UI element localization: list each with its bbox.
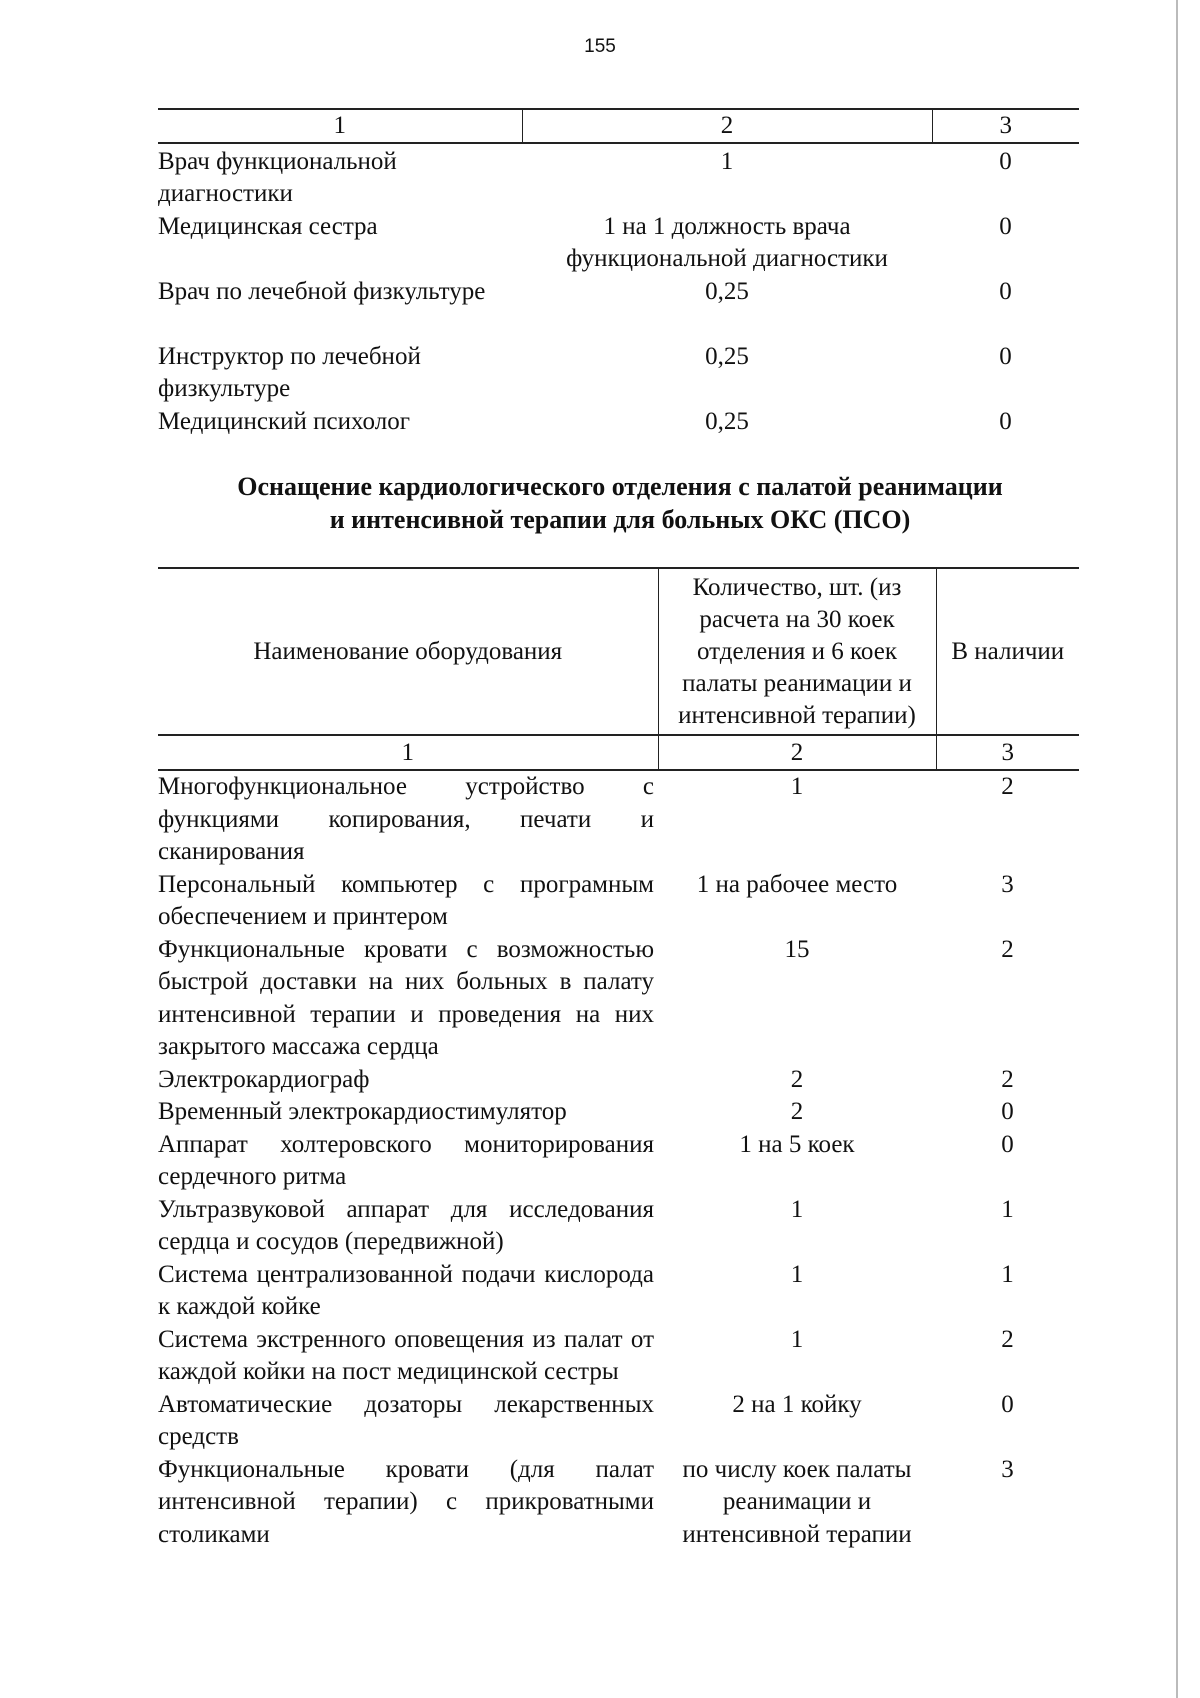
table-row bbox=[158, 1194, 1079, 1259]
table-row bbox=[158, 869, 1079, 934]
available-count: 0 bbox=[999, 343, 1012, 370]
available-count: 0 bbox=[1001, 1098, 1014, 1125]
available-count: 0 bbox=[1001, 1130, 1014, 1158]
position-name: Врач по лечебной физкультуре bbox=[158, 278, 486, 305]
column-number: 3 bbox=[932, 109, 1079, 143]
equipment-name: Аппарат холтеровского мониторирования сердечного ритма bbox=[158, 1130, 654, 1190]
section-title bbox=[0, 470, 1200, 536]
equipment-quantity: 1 bbox=[790, 1195, 804, 1223]
available-count: 2 bbox=[1001, 935, 1014, 963]
table-row bbox=[158, 276, 1079, 341]
table-row bbox=[158, 1454, 1079, 1552]
position-name: Медицинский психолог bbox=[158, 408, 410, 435]
equipment-name: Функциональные кровати (для палат интенсивной терапии) с прикроватными столиками bbox=[158, 1455, 654, 1548]
staff-table-header bbox=[158, 109, 1079, 143]
available-count: 0 bbox=[999, 148, 1012, 175]
table-row bbox=[158, 1324, 1079, 1389]
table-row bbox=[158, 143, 1079, 211]
equipment-quantity: 2 bbox=[790, 1065, 804, 1093]
column-number: 1 bbox=[158, 735, 658, 770]
available-count: 1 bbox=[1001, 1260, 1014, 1288]
table-row bbox=[158, 1096, 1079, 1129]
section-title-line: Оснащение кардиологического отделения с палатой реанимации bbox=[237, 472, 1003, 501]
available-count: 3 bbox=[1001, 1455, 1014, 1483]
header-available: В наличии bbox=[936, 568, 1079, 735]
position-name: Врач функциональной диагностики bbox=[158, 148, 397, 207]
table-row bbox=[158, 1129, 1079, 1194]
table-row bbox=[158, 211, 1079, 276]
header-quantity: Количество, шт. (из расчета на 30 коек отделения и 6 коек палаты реанимации и интенсивной терапии) bbox=[658, 568, 936, 735]
page-number: 155 bbox=[584, 36, 616, 57]
equipment-quantity: 1 на 5 коек bbox=[739, 1130, 855, 1158]
equipment-name: Ультразвуковой аппарат для исследования сердца и сосудов (передвижной) bbox=[158, 1195, 654, 1255]
column-number: 3 bbox=[936, 735, 1079, 770]
available-count: 0 bbox=[999, 213, 1012, 240]
available-count: 2 bbox=[1001, 1065, 1014, 1093]
equipment-name: Персональный компьютер с програмным обеспечением и принтером bbox=[158, 870, 654, 930]
scan-edge-line bbox=[1176, 0, 1179, 1698]
available-count: 3 bbox=[1001, 870, 1014, 898]
available-count: 0 bbox=[999, 408, 1012, 435]
equipment-quantity: 2 на 1 койку bbox=[732, 1390, 862, 1418]
table-row bbox=[158, 1389, 1079, 1454]
equipment-name: Временный электрокардиостимулятор bbox=[158, 1098, 567, 1125]
equipment-name: Система экстренного оповещения из палат от каждой койки на пост медицинской сестры bbox=[158, 1325, 654, 1385]
equipment-quantity: по числу коек палаты реанимации и интенсивной терапии bbox=[682, 1455, 912, 1548]
column-number: 2 bbox=[522, 109, 932, 143]
table-row bbox=[158, 406, 1079, 439]
equipment-table-numbers bbox=[158, 735, 1079, 770]
staff-norm: 1 bbox=[720, 148, 734, 175]
table-row bbox=[158, 934, 1079, 1064]
equipment-quantity: 1 bbox=[790, 1325, 804, 1353]
equipment-quantity: 1 bbox=[790, 773, 804, 800]
table-row bbox=[158, 770, 1079, 869]
header-equipment-name: Наименование оборудования bbox=[158, 568, 658, 735]
equipment-name: Система централизованной подачи кислорода к каждой койке bbox=[158, 1260, 654, 1320]
equipment-name: Многофункциональное устройство с функциями копирования, печати и сканирования bbox=[158, 773, 654, 865]
equipment-quantity: 15 bbox=[784, 935, 810, 963]
equipment-name: Функциональные кровати с возможностью быстрой доставки на них больных в палату интенсивной терапии и проведения на них закрытого массажа сердца bbox=[158, 935, 654, 1060]
available-count: 2 bbox=[1001, 1325, 1014, 1353]
equipment-table-header bbox=[158, 568, 1079, 735]
equipment-table bbox=[158, 567, 1079, 1551]
staff-norm: 0,25 bbox=[705, 343, 749, 370]
column-number: 1 bbox=[158, 109, 522, 143]
staff-norm: 0,25 bbox=[705, 408, 749, 435]
position-name: Медицинская сестра bbox=[158, 213, 378, 240]
equipment-name: Электрокардиограф bbox=[158, 1065, 370, 1093]
table-row bbox=[158, 341, 1079, 406]
available-count: 0 bbox=[1001, 1390, 1014, 1418]
staff-table bbox=[158, 108, 1079, 439]
table-row bbox=[158, 1064, 1079, 1097]
available-count: 2 bbox=[1001, 773, 1014, 800]
staff-norm: 0,25 bbox=[705, 278, 749, 305]
equipment-quantity: 1 на рабочее место bbox=[696, 870, 898, 898]
equipment-name: Автоматические дозаторы лекарственных средств bbox=[158, 1390, 654, 1450]
equipment-quantity: 1 bbox=[790, 1260, 804, 1288]
staff-norm: 1 на 1 должность врача функциональной диагностики bbox=[566, 213, 888, 272]
available-count: 1 bbox=[1001, 1195, 1014, 1223]
column-number: 2 bbox=[658, 735, 936, 770]
available-count: 0 bbox=[999, 278, 1012, 305]
position-name: Инструктор по лечебной физкультуре bbox=[158, 343, 421, 402]
table-row bbox=[158, 1259, 1079, 1324]
section-title-line: и интенсивной терапии для больных ОКС (ПСО) bbox=[329, 505, 911, 534]
equipment-quantity: 2 bbox=[790, 1098, 804, 1125]
